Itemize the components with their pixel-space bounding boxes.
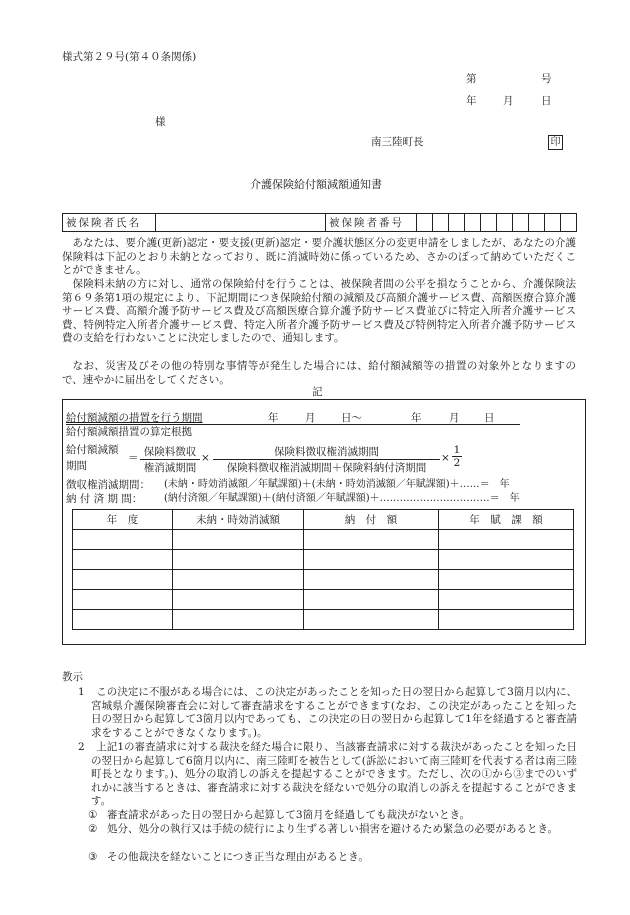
table-cell[interactable] [304,550,439,570]
insured-number-digit[interactable] [529,214,545,232]
insured-number-digit[interactable] [481,214,497,232]
insured-info-table [62,213,577,232]
col-header-unpaid-amount: 未納・時効消滅額 [173,510,304,530]
kyoji-item2-number: 2 [78,741,85,753]
col-header-paid-amount: 納 付 額 [304,510,439,530]
form-number: 様式第２９号(第４０条関係) [62,51,197,63]
period-underline [66,424,520,425]
table-cell[interactable] [304,610,439,630]
formula-fraction-2 [213,444,440,475]
insured-number-digit[interactable] [417,214,433,232]
kyoji-sub3-mark: ③ [88,851,98,863]
table-cell[interactable] [304,590,439,610]
formula-f1-numerator: 保険料徴収 [143,446,197,458]
addressee-suffix: 様 [155,116,166,128]
kyoji-sub3-text: その他裁決を経ないことにつき正当な理由があるとき。 [107,851,369,863]
date-day: 日 [541,95,552,107]
formula-f2-denominator: 保険料徴収権消滅期間＋保険料納付済期間 [213,459,440,475]
table-row [73,610,574,630]
table-cell[interactable] [304,530,439,550]
formula-f3-denominator: 2 [453,457,461,469]
formula-equals: ＝ [128,452,139,464]
table-cell[interactable] [439,530,574,550]
table-cell[interactable] [73,530,173,550]
amount-table [72,509,574,630]
kyoji-sub1-text: 審査請求があった日の翌日から起算して3箇月を経過しても裁決がないとき。 [107,809,471,821]
period-start-year: 年 [268,412,279,424]
calc2-label: 納 付 済 期 間： [66,493,143,505]
calc1-expression: (未納・時効消滅額／年賦課額)＋(未納・時効消滅額／年賦課額)＋……＝ 年 [164,479,510,490]
table-cell[interactable] [173,550,304,570]
formula-f1-denominator: 権消滅期間 [140,459,200,475]
kyoji-item2-text: 上記1の審査請求に対する裁決を経た場合に限り、当該審査請求に対する裁決があったことを知った日の翌日から起算して6箇月以内に、南三陸町を被告として(訴訟において南三陸町を代表する者は南三陸町長となります。)、処分の取消しの訴えを提起することができます。ただし、次の①から③までのいずれかに該当するときは、審査請求に対する裁決を経ないで処分の取消しの訴えを提起することができます。 [91,741,577,808]
period-end-day: 日 [484,412,495,424]
table-cell[interactable] [173,610,304,630]
formula-lhs-line1: 給付額減額 [66,444,119,456]
document-title: 介護保険給付額減額通知書 [250,178,382,191]
insured-number-digit[interactable] [449,214,465,232]
body-paragraph-2: 保険料未納の方に対し、通常の保険給付を行うことは、被保険者間の公平を損なうことから、介護保険法第６９条第1項の規定により、下記期間につき保険給付額の減額及び高額介護サービス費、高額医療合算介護サービス費、高額介護予防サービス費及び高額医療合算介護予防サービス費並びに特定入所者介護サービス費、特例特定入所者介護サービス費、特定入所者介護予防サービス費及び特例特定入所者介護予防サービス費の支給を行わないことに決定しましたので、通知します。 [62,278,576,345]
calc1-label: 徴収権消滅期間： [66,479,150,491]
formula-f3-numerator: 1 [453,444,461,456]
col-header-annual-levy: 年 賦 課 額 [439,510,574,530]
kyoji-heading: 教示 [62,671,83,683]
table-row [73,590,574,610]
table-row [73,530,574,550]
formula-f2-numerator: 保険料徴収権消滅期間 [274,446,379,458]
insured-name-label: 被保険者氏名 [63,214,156,232]
ki-heading: 記 [312,386,323,398]
kyoji-sub2-mark: ② [88,823,98,835]
insured-name-field[interactable] [156,214,326,232]
table-header-row [73,510,574,530]
formula-times-2: × [441,452,450,464]
insured-number-digit[interactable] [561,214,577,232]
formula-lhs-line2: 期間 [66,460,87,472]
seal-stamp: 印 [548,135,563,150]
kyoji-item1-text: この決定に不服がある場合には、この決定があったことを知った日の翌日から起算して3箇月以内に、宮城県介護保険審査会に対して審査請求をすることができます(なお、この決定があったことを知った日の翌日から起算して3箇月以内であっても、この決定の日の翌日から起算して1年を経過すると審査請求をすることができなくなります。)。 [91,686,577,739]
period-end-month: 月 [449,412,460,424]
table-cell[interactable] [73,590,173,610]
formula-fraction-3 [452,444,462,469]
table-cell[interactable] [439,590,574,610]
table-cell[interactable] [173,530,304,550]
insured-number-label: 被保険者番号 [326,214,417,232]
table-row [73,550,574,570]
table-cell[interactable] [439,570,574,590]
table-cell[interactable] [73,570,173,590]
issuer-name: 南三陸町長 [371,136,424,148]
basis-label: 給付額減額措置の算定根拠 [66,426,192,438]
table-cell[interactable] [439,550,574,570]
table-cell[interactable] [173,590,304,610]
doc-number-go: 号 [541,73,552,85]
insured-number-digit[interactable] [465,214,481,232]
body-paragraph-1: あなたは、要介護(更新)認定・要支援(更新)認定・要介護状態区分の変更申請をしましたが、あなたの介護保険料は下記のとおり未納となっており、既に消滅時効に係っているため、さかのぼって納めていただくことができません。 [62,237,576,277]
date-month: 月 [503,95,514,107]
insured-number-digit[interactable] [433,214,449,232]
period-start-month: 月 [305,412,316,424]
formula-fraction-1 [140,444,200,475]
table-row [73,570,574,590]
period-label: 給付額減額の措置を行う期間 [66,412,203,424]
insured-number-digit[interactable] [545,214,561,232]
doc-number-dai: 第 [466,73,477,85]
kyoji-item1-number: 1 [78,686,85,698]
kyoji-sub2-text: 処分、処分の執行又は手続の続行により生ずる著しい損害を避けるため緊急の必要があるとき。 [107,823,559,835]
period-start-day: 日～ [341,412,362,424]
period-end-year: 年 [411,412,422,424]
insured-number-digit[interactable] [513,214,529,232]
table-cell[interactable] [304,570,439,590]
table-cell[interactable] [173,570,304,590]
insured-number-digit[interactable] [497,214,513,232]
col-header-fiscal-year: 年 度 [73,510,173,530]
formula-times-1: × [201,452,210,464]
table-cell[interactable] [439,610,574,630]
table-cell[interactable] [73,550,173,570]
table-cell[interactable] [73,610,173,630]
kyoji-sub1-mark: ① [88,809,98,821]
date-year: 年 [466,95,477,107]
calc2-expression: (納付済額／年賦課額)＋(納付済額／年賦課額)＋……………………………＝ 年 [164,493,520,504]
body-paragraph-3: なお、災害及びその他の特別な事情等が発生した場合には、給付額減額等の措置の対象外となりますので、速やかに届出をしてください。 [62,360,576,386]
